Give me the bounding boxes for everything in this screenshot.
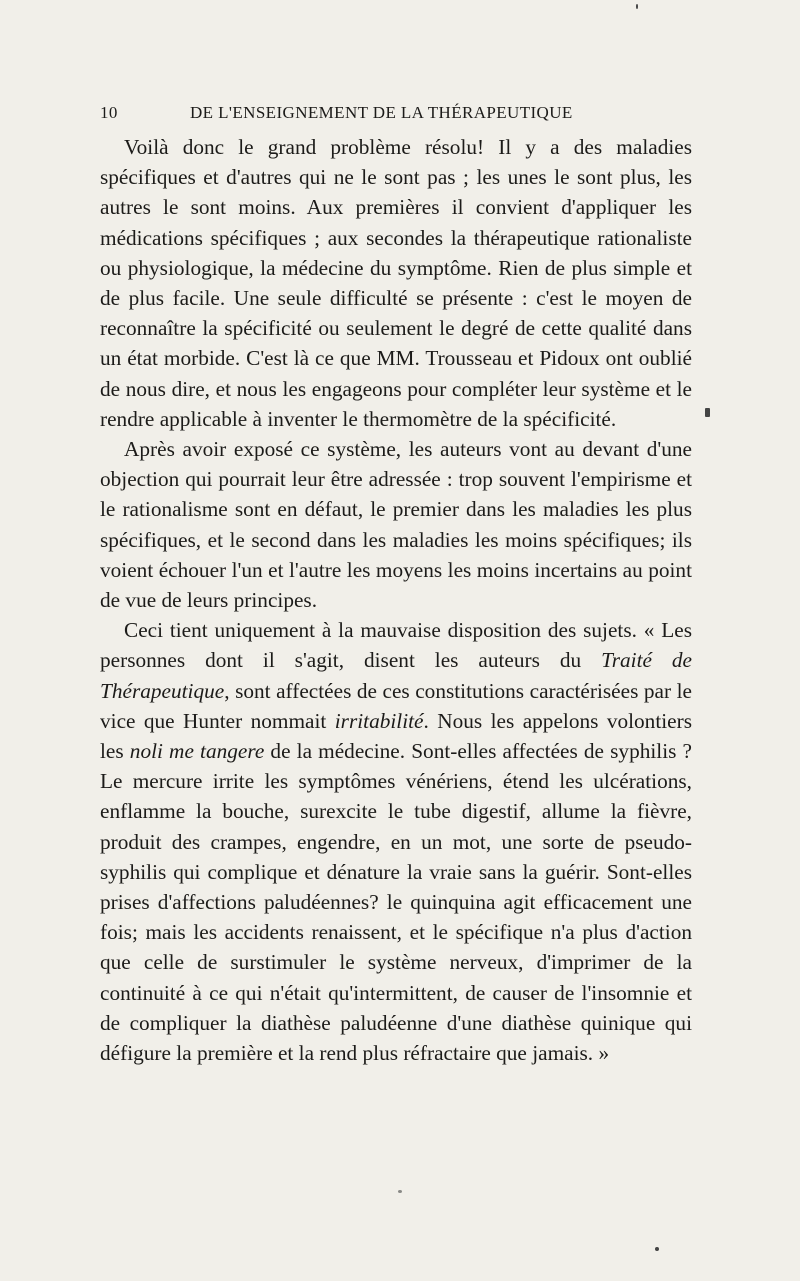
italic-book-title: Traité de Thérapeutique — [100, 648, 692, 703]
page-number: 10 — [100, 103, 118, 122]
paragraph-1: Voilà donc le grand problème résolu! Il y a des maladies spécifiques et d'autres qui ne le sont pas ; les unes le sont plus, les autres le sont moins. Aux premières il convient d'appliquer les médications spécifiques ; aux secondes la thérapeutique rationaliste ou physiologique, la médecine du symptôme. Rien de plus simple et de plus facile. Une seule difficulté se présente : c'est le moyen de reconnaître la spécificité ou seulement le degré de cette qualité dans un état morbide. C'est là ce que MM. Trousseau et Pidoux ont oublié de nous dire, et nous les engageons pour compléter leur système et le rendre applicable à inventer le thermomètre de la spécificité. — [100, 135, 692, 431]
ink-speck — [705, 408, 710, 417]
body-text — [100, 132, 692, 1068]
paragraph-3-text: de la médecine. Sont-elles affectées de syphilis ? Le mercure irrite les symptômes vénériens, étend les ulcérations, enflamme la bouche, surexcite le tube digestif, allume la fièvre, produit des crampes, engendre, en un mot, une sorte de pseudo-syphilis qui complique et dénature la vraie sans la guérir. Sont-elles prises d'affections paludéennes? le quinquina agit efficacement une fois; mais les accidents renaissent, et le spécifique n'a plus d'action que celle de surstimuler le système nerveux, d'imprimer de la continuité à ce qui n'était qu'intermittent, de causer de l'insomnie et de compliquer la diathèse paludéenne d'une diathèse quinique qui défigure la première et la rend plus réfractaire que jamais. » — [100, 739, 692, 1066]
paragraph-3-text: , sont affectées de ces constitutions caractérisées par le vice que Hunter nommait — [100, 678, 692, 733]
ink-speck — [636, 4, 638, 9]
paragraph-2: Après avoir exposé ce système, les auteurs vont au devant d'une objection qui pourrait leur être adressée : trop souvent l'empirisme et le rationalisme sont en défaut, le premier dans les maladies les plus spécifiques, et le second dans les maladies les moins spécifiques; ils voient échouer l'un et l'autre les moyens les moins incertains au point de vue de leurs principes. — [100, 437, 692, 613]
italic-latin-phrase: noli me tangere — [129, 739, 265, 764]
paragraph-3 — [100, 615, 692, 1068]
ink-speck — [398, 1190, 402, 1193]
paragraph-3-text: . Nous les appelons volontiers les — [100, 708, 692, 764]
running-title: DE L'ENSEIGNEMENT DE LA THÉRAPEUTIQUE — [190, 103, 573, 122]
running-head — [100, 103, 692, 127]
italic-term-irritabilite: irritabilité — [334, 708, 424, 733]
paragraph-3-text: Ceci tient uniquement à la mauvaise disposition des sujets. « Les personnes dont il s'agit, disent les auteurs du — [100, 618, 692, 673]
ink-speck — [655, 1247, 659, 1251]
